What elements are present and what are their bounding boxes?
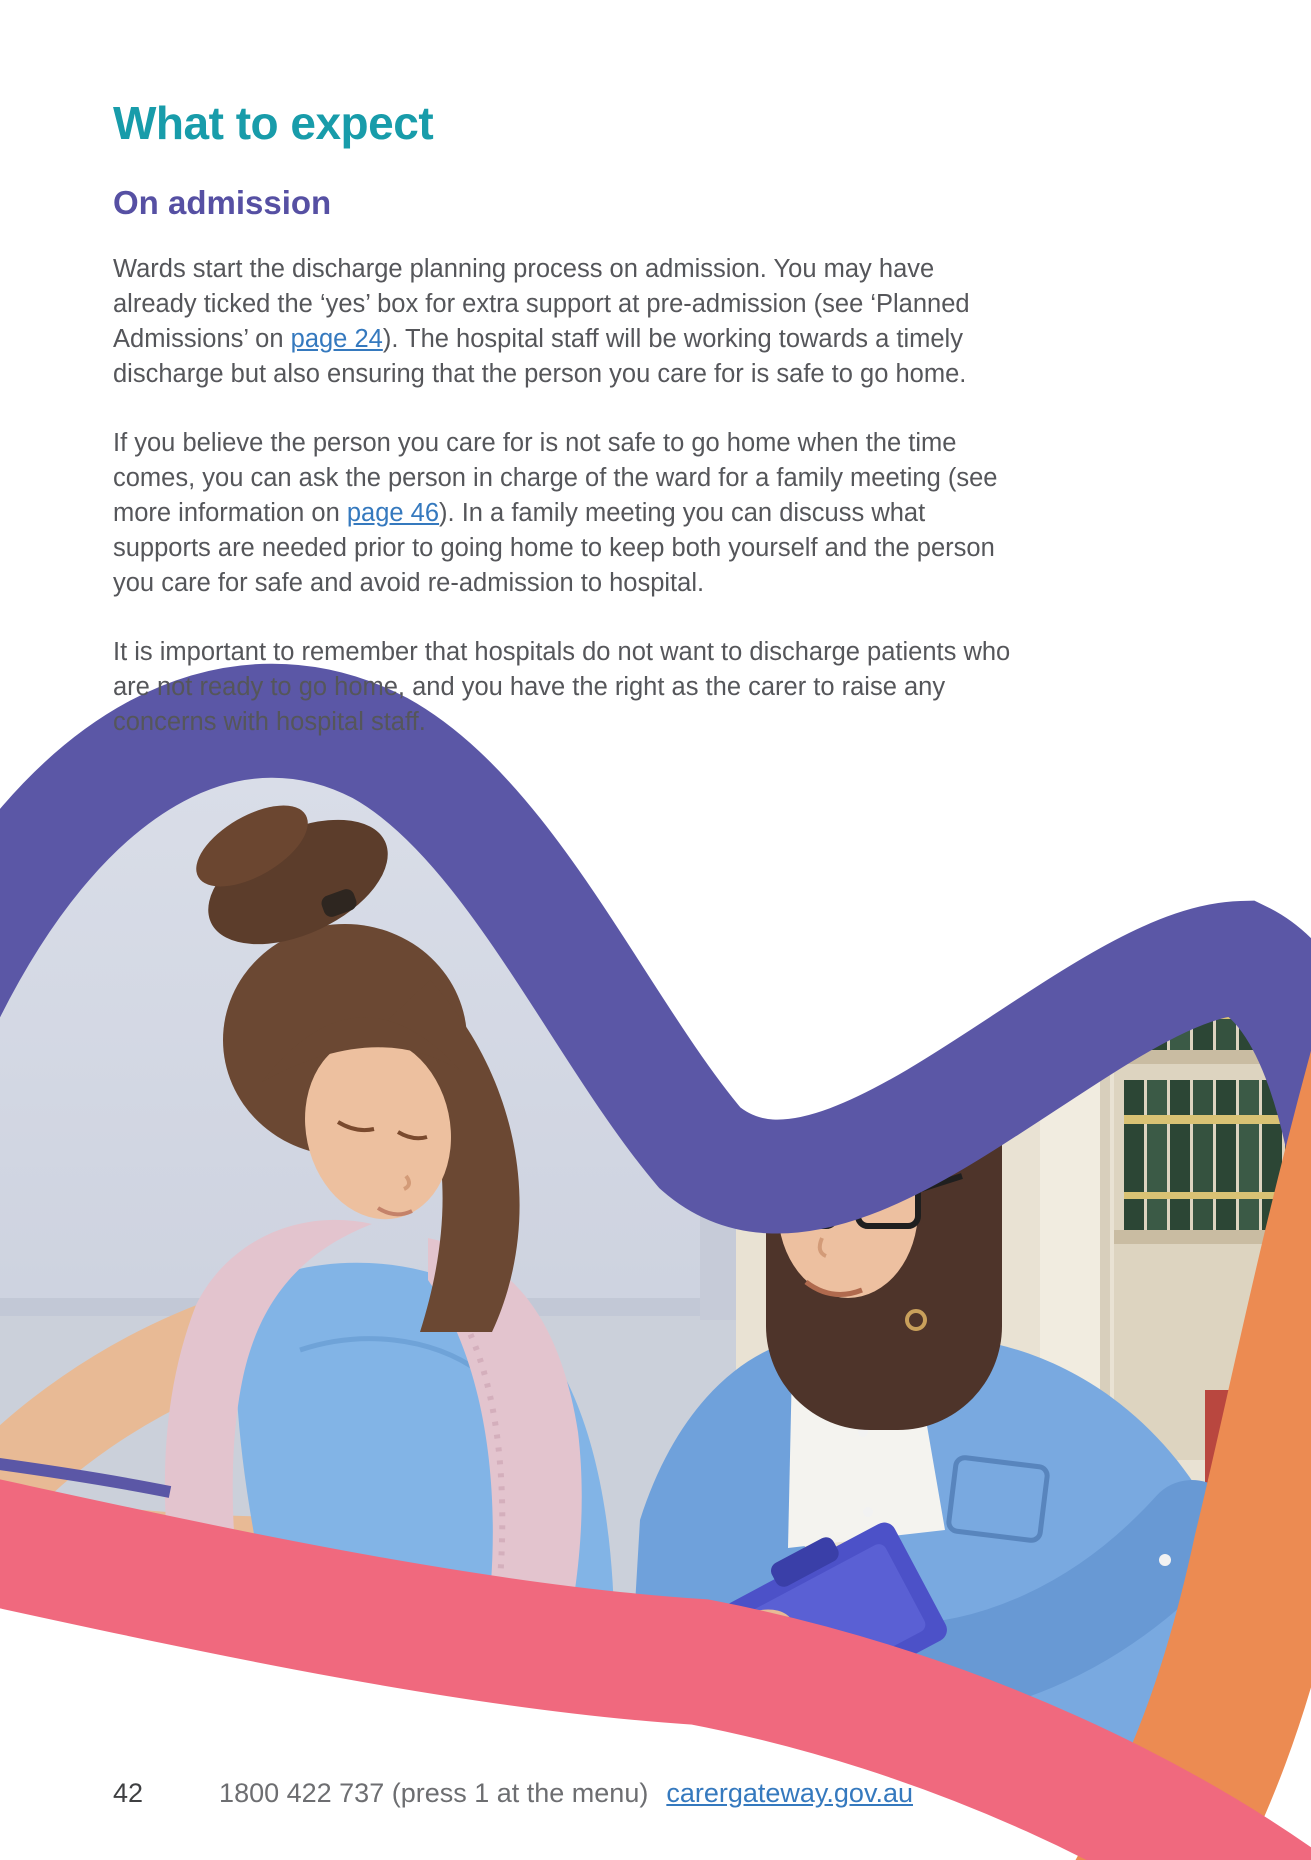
- page-46-link[interactable]: page 46: [346, 499, 440, 527]
- paragraph-text: Wards start the discharge planning process on admission. You may have already ticked the ‘yes’ box for extra support at pre-admission (see ‘Planned Admissions’ on: [113, 255, 970, 353]
- paragraph-text: If you believe the person you care for is not safe to go home when the time comes, you can ask the person in charge of the ward for a family meeting (see more information on: [113, 429, 998, 527]
- paragraph-text: ). In a family meeting you can discuss what supports are needed prior to going home to keep both yourself and the person you care for safe and avoid re-admission to hospital.: [113, 499, 995, 597]
- section-heading: On admission: [113, 184, 332, 221]
- paragraph: [113, 635, 1018, 740]
- text-content: [113, 96, 1018, 774]
- phone-number: 1800 422 737 (press 1 at the menu): [219, 1778, 649, 1808]
- page-24-link[interactable]: page 24: [290, 325, 383, 353]
- page-number: 42: [113, 1778, 144, 1808]
- paragraph: [113, 252, 1018, 392]
- paragraph-text: It is important to remember that hospitals do not want to discharge patients who are not ready to go home, and you have the right as the carer to raise any concerns with hospital staff.: [113, 638, 1011, 736]
- page-title: What to expect: [113, 97, 434, 149]
- paragraph-text: ). The hospital staff will be working towards a timely discharge but also ensuring that the person you care for is safe to go home.: [113, 325, 967, 388]
- paragraph: [113, 426, 1018, 601]
- carergateway-link[interactable]: carergateway.gov.au: [666, 1778, 913, 1808]
- page-footer: [113, 1778, 913, 1809]
